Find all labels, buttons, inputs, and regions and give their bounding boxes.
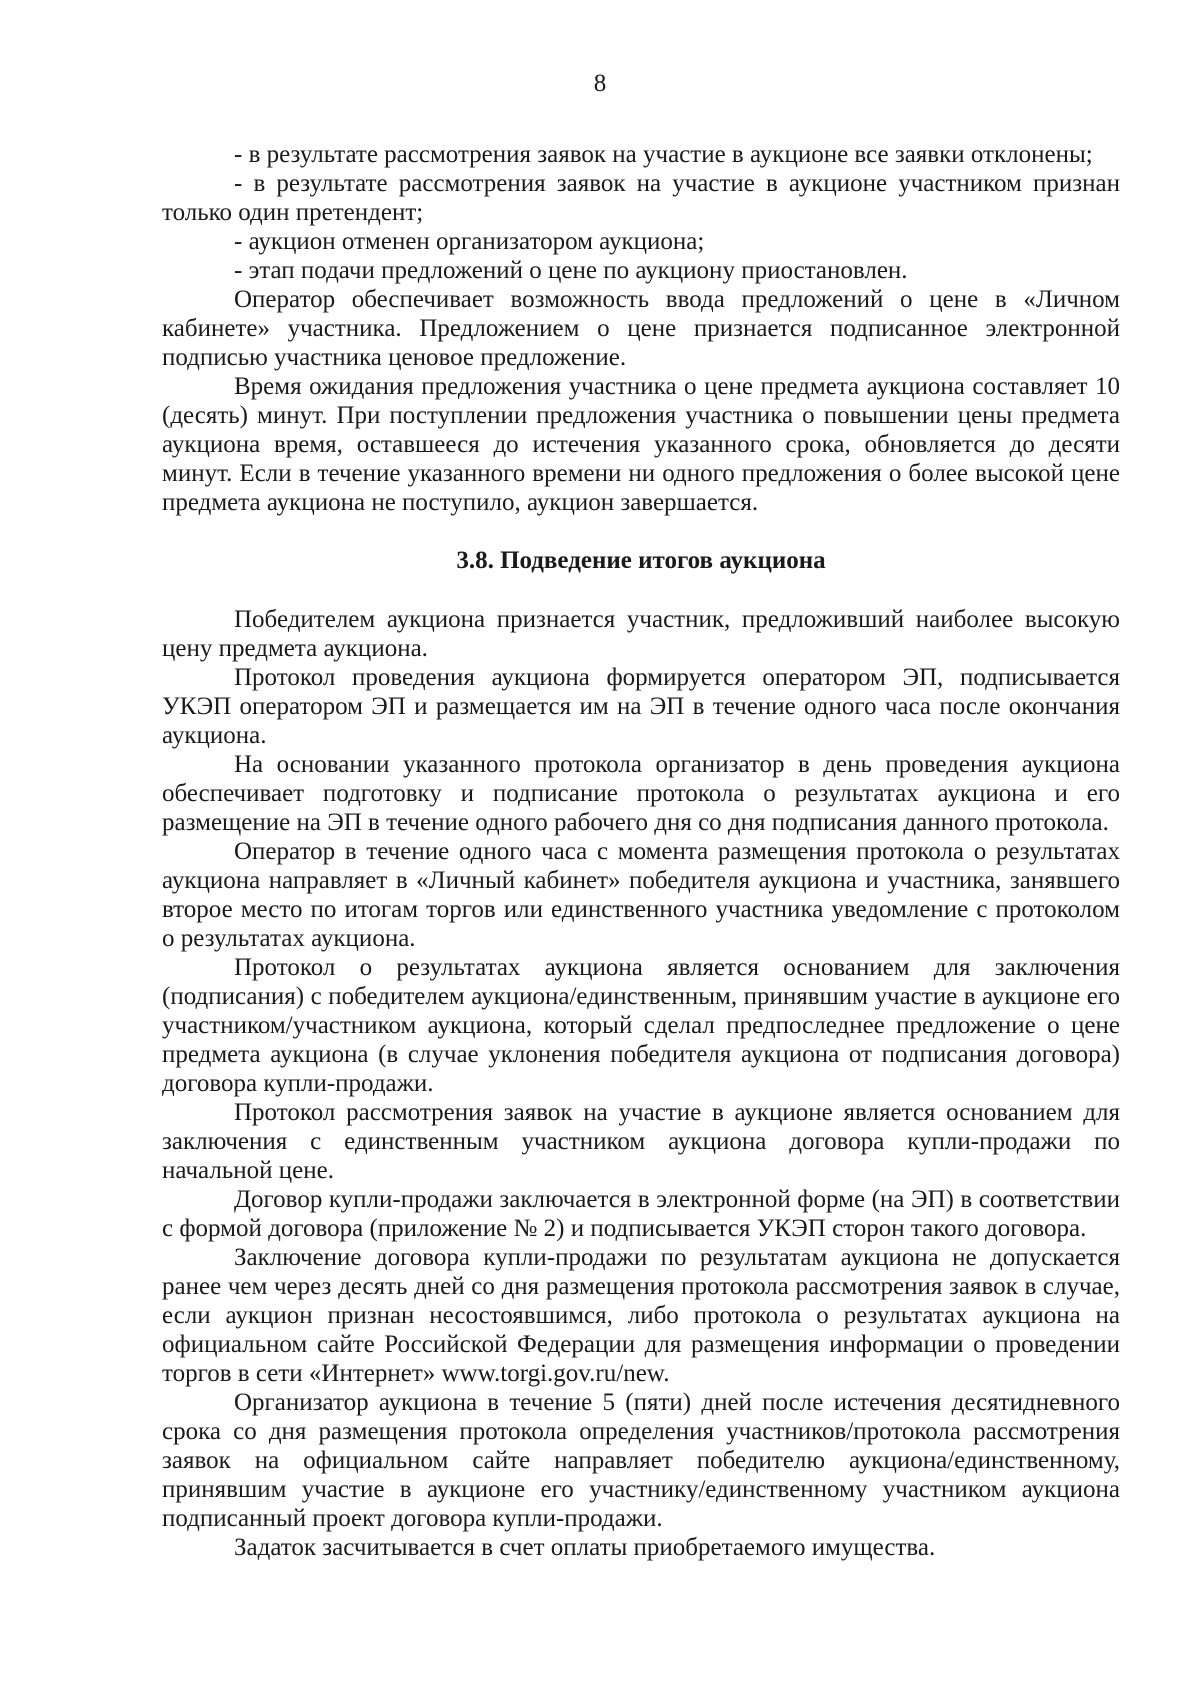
paragraph: На основании указанного протокола организатор в день проведения аукциона обеспечивает подготовку и подписание протокола о результатах аукциона и его размещение на ЭП в течение одного рабочего дня со дня подписания данного протокола. <box>162 751 1120 836</box>
section-heading: 3.8. Подведение итогов аукциона <box>456 547 826 574</box>
paragraph: - аукцион отменен организатором аукциона; <box>234 228 705 255</box>
paragraph: Оператор обеспечивает возможность ввода предложений о цене в «Личном кабинете» участника. Предложением о цене признается подписанное электронной подписью участника ценовое предложение. <box>162 286 1120 371</box>
paragraph: Оператор в течение одного часа с момента размещения протокола о результатах аукциона направляет в «Личный кабинет» победителя аукциона и участника, занявшего второе место по итогам торгов или единственного участника уведомление с протоколом о результатах аукциона. <box>162 838 1120 952</box>
paragraph: Заключение договора купли-продажи по результатам аукциона не допускается ранее чем через десять дней со дня размещения протокола рассмотрения заявок в случае, если аукцион признан несостоявшимся, либо протокола о результатах аукциона на официальном сайте Российской Федерации для размещения информации о проведении торгов в сети «Интернет» www.torgi.gov.ru/new. <box>162 1244 1120 1387</box>
page-number: 8 <box>593 70 607 97</box>
document-body <box>162 140 1120 1562</box>
paragraph: - в результате рассмотрения заявок на участие в аукционе участником признан только один претендент; <box>162 170 1120 226</box>
paragraph: Договор купли-продажи заключается в электронной форме (на ЭП) в соответствии с формой договора (приложение № 2) и подписывается УКЭП сторон такого договора. <box>162 1186 1120 1242</box>
paragraph: Время ожидания предложения участника о цене предмета аукциона составляет 10 (десять) минут. При поступлении предложения участника о повышении цены предмета аукциона время, оставшееся до истечения указанного срока, обновляется до десяти минут. Если в течение указанного времени ни одного предложения о более высокой цене предмета аукциона не поступило, аукцион завершается. <box>162 373 1120 516</box>
paragraph: Протокол проведения аукциона формируется оператором ЭП, подписывается УКЭП оператором ЭП и размещается им на ЭП в течение одного часа после окончания аукциона. <box>162 664 1120 749</box>
paragraph: Протокол рассмотрения заявок на участие в аукционе является основанием для заключения с единственным участником аукциона договора купли-продажи по начальной цене. <box>162 1099 1120 1184</box>
paragraph: Победителем аукциона признается участник, предложивший наиболее высокую цену предмета аукциона. <box>162 606 1120 662</box>
paragraph: - этап подачи предложений о цене по аукциону приостановлен. <box>234 257 908 284</box>
paragraph: Протокол о результатах аукциона является основанием для заключения (подписания) с победителем аукциона/единственным, принявшим участие в аукционе его участником/участником аукциона, который сделал предпоследнее предложение о цене предмета аукциона (в случае уклонения победителя аукциона от подписания договора) договора купли-продажи. <box>162 954 1120 1097</box>
paragraph: - в результате рассмотрения заявок на участие в аукционе все заявки отклонены; <box>234 141 1093 168</box>
paragraph: Организатор аукциона в течение 5 (пяти) дней после истечения десятидневного срока со дня размещения протокола определения участников/протокола рассмотрения заявок на официальном сайте направляет победителю аукциона/единственному, принявшим участие в аукционе его участнику/единственному участником аукциона подписанный проект договора купли-продажи. <box>162 1389 1120 1532</box>
paragraph: Задаток засчитывается в счет оплаты приобретаемого имущества. <box>234 1534 936 1561</box>
